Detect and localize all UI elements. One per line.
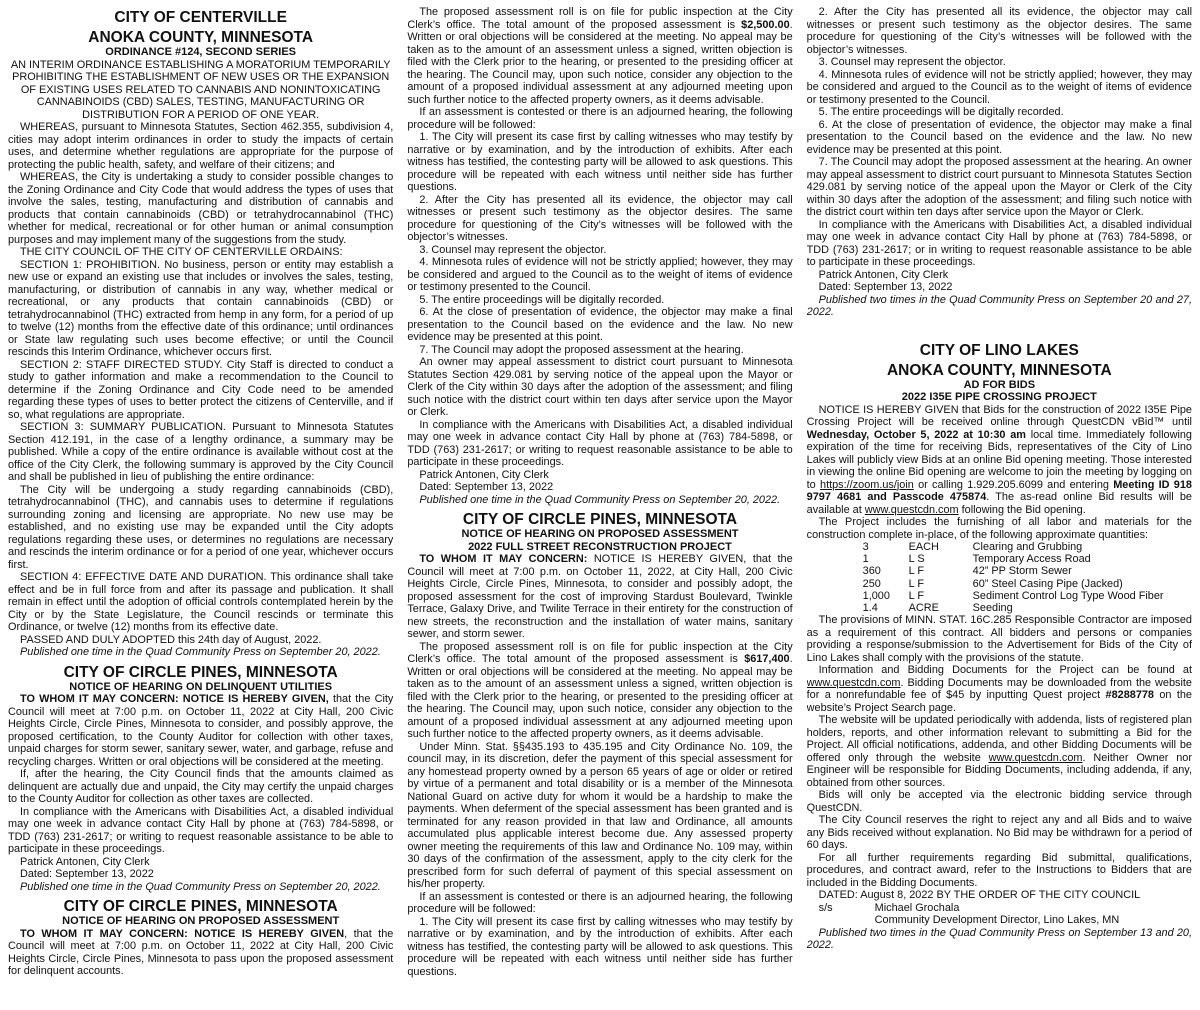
lead-bold-text: TO WHOM IT MAY CONCERN: NOTICE IS HEREBY GIVEN <box>20 927 345 940</box>
text-run: NOTICE IS HEREBY GIVEN that Bids for the construction of 2022 I35E Pipe Crossing Project will be received online through QuestCDN vBid™ until <box>806 403 1192 428</box>
reconstruction-lead <box>407 553 792 641</box>
circle-pines-delinquent-paragraph: If, after the hearing, the City Council finds that the amounts claimed as delinquent are actually due and unpaid, the City may certify the unpaid charges to the County Auditor for collection as other taxes are collected. <box>8 768 394 805</box>
item-cell: 42” PP Storm Sewer <box>972 565 1072 578</box>
column-1 <box>8 6 393 1010</box>
column-2 <box>407 6 792 1010</box>
bidding-documents-paragraph <box>807 664 1192 714</box>
bid-deadline: Wednesday, October 5, 2022 at 10:30 am <box>806 428 1026 441</box>
circle-pines-assessment-title: CITY OF CIRCLE PINES, MINNESOTA <box>63 898 338 915</box>
circle-pines-reconstruction-subtitle: NOTICE OF HEARING ON PROPOSED ASSESSMENT <box>461 528 739 540</box>
project-name-heading: 2022 I35E PIPE CROSSING PROJECT <box>901 391 1097 403</box>
centerville-paragraph: SECTION 3: SUMMARY PUBLICATION. Pursuant to Minnesota Statutes Section 412.191, in the case of a lengthy ordinance, a summary may be published. While a copy of the entire ordinance is available without cost at the office of the City Clerk, the following summary is approved by the City Council and shall be published in lieu of publishing the entire ordinance: <box>8 421 394 483</box>
centerville-paragraph: SECTION 2: STAFF DIRECTED STUDY. City Staff is directed to conduct a study to gather information and make a recommendation to the Council to determine if the Zoning Ordinance and City Code need to be amended regarding these types of uses to better protect the citizens of Centerville, and if so, what regulations are appropriate. <box>8 358 394 421</box>
roll-text: . Written or oral objections will be considered at the meeting. No appeal may be taken as to the amount of an assessment unless a signed, written objection is filed with the Clerk prior to the hearing, or presented to the presiding officer at the hearing. The Council may, upon such notice, consider any objection to the amount of a proposed individual assessment at any adjourned meeting upon such further notice to the affected property owners, as it deems advisable. <box>407 18 793 106</box>
roll-text: . Written or oral objections will be considered at the meeting. No appeal may be taken as to the amount of an assessment unless a signed, written objection is filed with the Clerk prior to the hearing, or presented to the presiding officer at the hearing. The Council may, upon such notice, consider any objection to the amount of a proposed individual assessment at any adjourned meeting upon such further notice to the affected property owners, as it deems advisable. <box>407 653 793 740</box>
procedure-paragraph: 5. The entire proceedings will be digitally recorded. <box>419 293 665 306</box>
procedure-paragraph: 6. At the close of presentation of evidence, the objector may make a final presentation to the Council based on the evidence and the law. No new evidence may be presented at this point. <box>806 118 1192 156</box>
website-updates-paragraph <box>807 714 1192 789</box>
requirements-paragraph: For all further requirements regarding Bid submittal, qualifications, procedures, and contract award, refer to the Instructions to Bidders that are included in the Bidding Documents. <box>806 851 1192 889</box>
centerville-title: CITY OF CENTERVILLE <box>114 9 287 26</box>
circle-pines-assessment-subtitle: NOTICE OF HEARING ON PROPOSED ASSESSMENT <box>62 915 340 927</box>
published-line: Published two times in the Quad Community Press on September 20 and 27, 2022. <box>806 293 1192 318</box>
quantity-cell: 360 <box>862 565 881 578</box>
circle-pines-delinquent-paragraph: In compliance with the Americans with Disabilities Act, a disabled individual may one week in advance contact City Hall by phone at (763) 784-5898, or TDD (763) 231-2617; or writing to request reasonable assistance to be able to participate in these proceedings. <box>8 805 394 855</box>
text-run: following the Bid opening. <box>958 503 1086 516</box>
circle-pines-delinquent-subtitle: NOTICE OF HEARING ON DELINQUENT UTILITIES <box>69 680 333 693</box>
meeting-id-passcode: Meeting ID 918 9797 4681 and Passcode 475874 <box>806 478 1192 503</box>
dated-line: DATED: August 8, 2022 BY THE ORDER OF THE CITY COUNCIL <box>818 889 1141 902</box>
item-cell: 60” Steel Casing Pipe (Jacked) <box>972 577 1123 590</box>
zoom-join-link[interactable]: https://zoom.us/join <box>820 478 914 491</box>
procedure-paragraph: An owner may appeal assessment to district court pursuant to Minnesota Statutes Section 429.081 by serving notice of the appeal upon the Mayor or Clerk of the City within 30 days after the adoption of the assessment; and filing such notice with the district court within ten days after service upon the Mayor or Clerk. <box>407 356 793 418</box>
quantity-cell: 1 <box>862 553 869 566</box>
procedure-paragraph: 2. After the City has presented all its evidence, the objector may call witnesses or present such testimony as the objector desires. The same procedure for questioning of the City’s witnesses will be followed with the objector’s witnesses. <box>806 6 1192 56</box>
text-run: . Bidding Documents may be downloaded from the website for a nonrefundable fee of $45 by inputting Quest project <box>806 676 1192 702</box>
lead-text: that the City Council will meet at 7:00 p.m. on October 11, 2022 at City Hall, 200 Civic Heights Circle, Circle Pines, Minnesota to consider, and possibly approve, the proposed certification, to the County Auditor for collection with other taxes, unpaid charges for storm sewer, sanitary sewer, water, and garbage, refuse and recycling charges. Written or oral objections will be considered at the meeting. <box>8 693 394 768</box>
centerville-ordinance-notice <box>8 10 393 659</box>
quantity-cell: 3 <box>862 541 869 553</box>
text-run: . Neither Owner nor Engineer will be responsible for Bidding Documents, including addenda, if any, obtained from other sources. <box>806 751 1192 789</box>
signer-name: Michael Grochala <box>874 901 960 914</box>
circle-pines-delinquent-lead <box>8 693 393 768</box>
item-cell: Clearing and Grubbing <box>972 541 1083 553</box>
procedure-paragraph: In compliance with the Americans with Disabilities Act, a disabled individual may one week in advance contact City Hall by phone at (763) 784-5898, or TDD (763) 231-2617; or writing to request reasonable assistance to be able to participate in these proceedings. <box>407 418 793 468</box>
centerville-paragraph: SECTION 4: EFFECTIVE DATE AND DURATION. This ordinance shall take effect and be in full force from and after its passage and publication. It shall remain in effect until the adoption of official controls contemplated herein by the City or by the State Legislature, the Council rescinds or terminate this Ordinance, or twelve (12) months from its effective date. <box>8 571 394 633</box>
published-line: Published one time in the Quad Community Press on September 20, 2022. <box>419 493 781 506</box>
text-run: on the website’s Project Search page. <box>806 689 1192 714</box>
circle-pines-reconstruction-title: CITY OF CIRCLE PINES, MINNESOTA <box>462 511 738 528</box>
project-scope-paragraph: The Project includes the furnishing of all labor and materials for the construction complete in-place, of the following approximate quantities: <box>806 516 1192 541</box>
circle-pines-reconstruction-project: 2022 FULL STREET RECONSTRUCTION PROJECT <box>468 540 732 553</box>
centerville-county: ANOKA COUNTY, MINNESOTA <box>88 29 314 46</box>
item-cell: Seeding <box>972 602 1013 615</box>
signer-details <box>875 902 1120 927</box>
procedure-paragraph: 2. After the City has presented all its evidence, the objector may call witnesses or present such testimony as the objector desires. The same procedure for questioning of the City’s witnesses will be followed with the objector’s witnesses. <box>407 193 793 243</box>
centerville-ordinance-heading: AN INTERIM ORDINANCE ESTABLISHING A MORATORIUM TEMPORARILY PROHIBITING THE ESTABLISHMENT OF NEW USES OR THE EXPANSION OF EXISTING USES RELATED TO CANNABIS AND NONINTOXICATING CANNABINOIDS (CBD) SALES, TESTING, MANUFACTURING OR DISTRIBUTION FOR A PERIOD OF ONE YEAR. <box>10 58 391 121</box>
text-run: The website will be updated periodically with addenda, lists of registered plan holders, reports, and other information relevant to submitting a Bid for the Project. All official notifications, addenda, and other Bidding Documents will be offered only through the website <box>806 714 1192 764</box>
centerville-paragraph: WHEREAS, the City is undertaking a study to consider possible changes to the Zoning Ordinance and City Code that would address the types of uses that involve the sales, testing, manufacturing and distribution of cannabis and products that contain cannabinoids (CBD) or tetrahydrocannabinol (THC) whether for medical, recreational or for other human or animal consumption purposes and may implement many of the suggestions from the study. <box>8 171 394 246</box>
dated-line: Dated: September 13, 2022 <box>419 481 554 493</box>
lino-lakes-title: CITY OF LINO LAKES <box>919 341 1079 359</box>
quantity-cell: 1.4 <box>862 602 878 615</box>
unit-cell: EACH <box>908 541 939 553</box>
lino-lakes-county: ANOKA COUNTY, MINNESOTA <box>886 361 1112 379</box>
signer-name: Patrick Antonen, City Clerk <box>419 468 549 481</box>
dated-line: Dated: September 13, 2022 <box>20 868 154 880</box>
centerville-paragraph: WHEREAS, pursuant to Minnesota Statutes, Section 462.355, subdivision 4, cities may adopt interim ordinances in order to study the impacts of certain uses, and determine whether regulations are appropriate for the purpose of protecting the public health, safety, and welfare of their citizens; and <box>8 121 394 171</box>
circle-pines-assessment-notice-1-continued <box>407 6 792 506</box>
signer-title: Community Development Director, Lino Lakes, MN <box>874 914 1120 927</box>
procedure-paragraph: 1. The City will present its case first by calling witnesses who may testify by narrative or by examination, and by the introduction of exhibits. After each witness has testified, the contesting party will be allowed to ask questions. This procedure will be repeated with each witness until neither side has further questions. <box>407 131 793 193</box>
centerville-ordinance-number: ORDINANCE #124, SECOND SERIES <box>105 46 297 58</box>
procedure-paragraph: 7. The Council may adopt the proposed assessment at the hearing. <box>419 343 744 356</box>
signature-block <box>807 902 1192 927</box>
procedure-paragraph: 4. Minnesota rules of evidence will not be strictly applied; however, they may be considered and argued to the Council as to the weight of items of evidence or testimony presented to the Council. <box>407 256 793 293</box>
procedure-paragraph: 4. Minnesota rules of evidence will not be strictly applied; however, they may be considered and argued to the Council as to the weight of items of evidence or testimony presented to the Council. <box>806 68 1192 106</box>
lead-text: , that the Council will meet at 7:00 p.m. on October 11, 2022 at City Hall, 200 Civic Heights Circle, Circle Pines, Minnesota to pass upon the proposed assessment for delinquent accounts. <box>8 927 394 977</box>
procedure-paragraph: If an assessment is contested or there is an adjourned hearing, the following procedure will be followed: <box>407 106 793 131</box>
item-cell: Sediment Control Log Type Wood Fiber <box>972 589 1164 602</box>
procedure-paragraph: 7. The Council may adopt the proposed assessment at the hearing. An owner may appeal assessment to district court pursuant to Minnesota Statutes Section 429.081 by serving notice of the appeal upon the Mayor or Clerk of the City within 30 days after the adoption of the assessment; and filing such notice with the district court within ten days after service upon the Mayor or Clerk. <box>806 156 1192 218</box>
quantity-cell: 1,000 <box>862 589 890 602</box>
procedure-paragraph: 3. Counsel may represent the objector. <box>818 56 1006 68</box>
electronic-bids-paragraph: Bids will only be accepted via the electronic bidding service through QuestCDN. <box>806 789 1192 814</box>
table-row <box>863 553 1172 565</box>
table-row <box>863 590 1172 602</box>
signer-name: Patrick Antonen, City Clerk <box>818 268 949 281</box>
ad-for-bids-heading: AD FOR BIDS <box>963 378 1036 391</box>
item-cell: Temporary Access Road <box>972 553 1091 566</box>
unit-cell: L F <box>908 565 924 578</box>
procedure-paragraph: In compliance with the Americans with Disabilities Act, a disabled individual may one week in advance contact City Hall by phone at (763) 784-5898, or TDD (763) 231-2617; or in writing to request reasonable assistance to be able to participate in these proceedings. <box>806 218 1192 268</box>
centerville-published-line: Published one time in the Quad Community Press on September 20, 2022. <box>20 646 381 658</box>
published-line: Published one time in the Quad Community Press on September 20, 2022. <box>20 880 381 893</box>
procedure-paragraph: 5. The entire proceedings will be digitally recorded. <box>818 106 1064 118</box>
reject-bids-paragraph: The City Council reserves the right to reject any and all Bids and to waive any Bids received without explanation. No Bid may be withdrawn for a period of 60 days. <box>806 814 1192 852</box>
table-row <box>863 565 1172 577</box>
circle-pines-assessment-notice-1 <box>8 899 393 978</box>
assessment-roll-paragraph <box>407 641 792 741</box>
assessment-total-amount: $2,500.00 <box>741 18 790 31</box>
centerville-paragraph: THE CITY COUNCIL OF THE CITY OF CENTERVILLE ORDAINS: <box>20 246 343 258</box>
table-row <box>863 602 1172 614</box>
table-row <box>863 578 1172 590</box>
procedure-paragraph: 6. At the close of presentation of evidence, the objector may make a final presentation to the Council based on the evidence and the law. No new evidence may be presented at this point. <box>407 306 793 343</box>
quantity-cell: 250 <box>862 577 881 590</box>
dated-line: Dated: September 13, 2022 <box>818 281 953 293</box>
table-row <box>863 541 1172 553</box>
circle-pines-assessment-notice-2 <box>407 512 792 978</box>
text-run: Information and Bidding Documents for the Project can be found at <box>818 664 1192 677</box>
centerville-paragraph: SECTION 1: PROHIBITION. No business, person or entity may establish a new use or expand an existing use that includes or involves the sales, testing, manufacturing, or distribution of cannabis in any way, whether medical or recreational, or any products that contain cannabinoids (CBD) or tetrahydrocannabinol (THC) extracted from hemp in any form, for a period of up to twelve (12) months from the effective date of this ordinance; until ordinances or State law regulating such uses become effective; or until the Council rescinds this Interim Ordinance, whichever occurs first. <box>8 258 394 358</box>
assessment-roll-paragraph <box>407 6 792 106</box>
text-run: local time. Immediately following expiration of the time for receiving Bids, representatives of the City of Lino Lakes will publicly view Bids at an online Bid opening meeting. Those interested in viewing the online Bid opening are welcome to join the meeting by logging on to <box>806 428 1192 491</box>
circle-pines-assessment-lead <box>8 928 393 978</box>
quantities-table <box>863 541 1172 614</box>
roll-text: The proposed assessment roll is on file for public inspection at the City Clerk’s office. The total amount of the proposed assessment is <box>407 6 793 31</box>
lead-text: NOTICE IS HEREBY GIVEN, that the Council will meet at 7:00 p.m. on October 11, 2022, at City Hall, 200 Civic Heights Circle, Circle Pines, Minnesota, to consider and possibly adopt, the proposed assessment for the cost of improving Stardust Boulevard, Twinkle Terrace, Galaxy Drive, and Twilite Terrace in their entirety for the construction of new streets, the reconstruction and the installation of water mains, sanitary sewer, and storm sewer. <box>407 553 793 640</box>
signer-name: Patrick Antonen, City Clerk <box>20 855 150 868</box>
circle-pines-delinquent-notice <box>8 665 393 894</box>
published-line: Published two times in the Quad Community Press on September 13 and 20, 2022. <box>806 926 1192 952</box>
procedure-paragraph: 3. Counsel may represent the objector. <box>419 243 607 256</box>
centerville-paragraph: The City will be undergoing a study regarding cannabinoids (CBD), tetrahydrocannabinol (THC), and cannabis uses to determine if regulations surrounding zoning and licensing are appropriate. No new use may be established, and no existing use may be expanded until the City adopts regulations regarding these uses, or determines no regulations are necessary and rescinds the interim ordinance or for a period of one year, whichever occurs first. <box>8 483 394 571</box>
centerville-paragraph: PASSED AND DULY ADOPTED this 24th day of August, 2022. <box>20 633 322 646</box>
quest-project-number: #8288778 <box>1105 689 1154 702</box>
deferral-paragraph: Under Minn. Stat. §§435.193 to 435.195 and City Ordinance No. 109, the council may, in its discretion, defer the payment of this special assessment for any homestead property owned by a person 65 years of age or older or retired by virtue of a permanent and total disability or is a member of the Minnesota National Guard on active duty for whom it would be a hardship to make the payments. When deferment of the special assessment has been granted and is terminated for any reason provided in that law and Ordinance, all amounts accumulated plus applicable interest become due. Any assessed property owner meeting the requirements of this law and Ordinance No. 109 may, within 30 days of the confirmation of the assessment, apply to the city clerk for the prescribed form for such deferral of payment of this special assessment on his/her property. <box>407 740 793 890</box>
procedure-paragraph: 1. The City will present its case first by calling witnesses who may testify by narrative or by examination, and by the introduction of exhibits. After each witness has testified, the contesting party will be allowed to ask questions. This procedure will be repeated with each witness until neither side has further questions. <box>407 915 793 978</box>
circle-pines-delinquent-title: CITY OF CIRCLE PINES, MINNESOTA <box>63 663 338 681</box>
circle-pines-assessment-notice-2-continued <box>807 6 1192 319</box>
statute-paragraph: The provisions of MINN. STAT. 16C.285 Responsible Contractor are imposed as a requirement of this contract. All bidders and persons or companies providing a response/submission to the Advertisement for Bids of the City of Lino Lakes shall comply with the provisions of the statute. <box>806 614 1192 664</box>
bid-notice-paragraph <box>807 404 1192 517</box>
section-spacer <box>807 325 1192 339</box>
assessment-total-amount: $617,400 <box>744 653 790 665</box>
questcdn-link[interactable]: www.questcdn.com <box>806 676 901 689</box>
column-3 <box>807 6 1192 1010</box>
lino-lakes-bid-notice <box>807 343 1192 952</box>
roll-text: The proposed assessment roll is on file for public inspection at the City Clerk’s office. The total amount of the proposed assessment is <box>407 640 793 665</box>
questcdn-link[interactable]: www.questcdn.com <box>988 751 1083 764</box>
unit-cell: L F <box>908 589 924 602</box>
text-run: . The as-read online Bid results will be available at <box>806 491 1192 516</box>
procedure-paragraph: If an assessment is contested or there is an adjourned hearing, the following procedure will be followed: <box>407 890 793 915</box>
signature-mark: s/s <box>818 901 833 914</box>
questcdn-link[interactable]: www.questcdn.com <box>864 503 959 516</box>
unit-cell: ACRE <box>908 602 939 615</box>
unit-cell: L F <box>908 577 924 590</box>
lead-bold-text: TO WHOM IT MAY CONCERN: <box>419 553 588 565</box>
unit-cell: L S <box>908 553 925 566</box>
text-run: or calling 1.929.205.6099 and entering <box>913 478 1114 491</box>
lead-bold-text: TO WHOM IT MAY CONCERN: NOTICE IS HEREBY GIVEN, <box>20 693 329 705</box>
